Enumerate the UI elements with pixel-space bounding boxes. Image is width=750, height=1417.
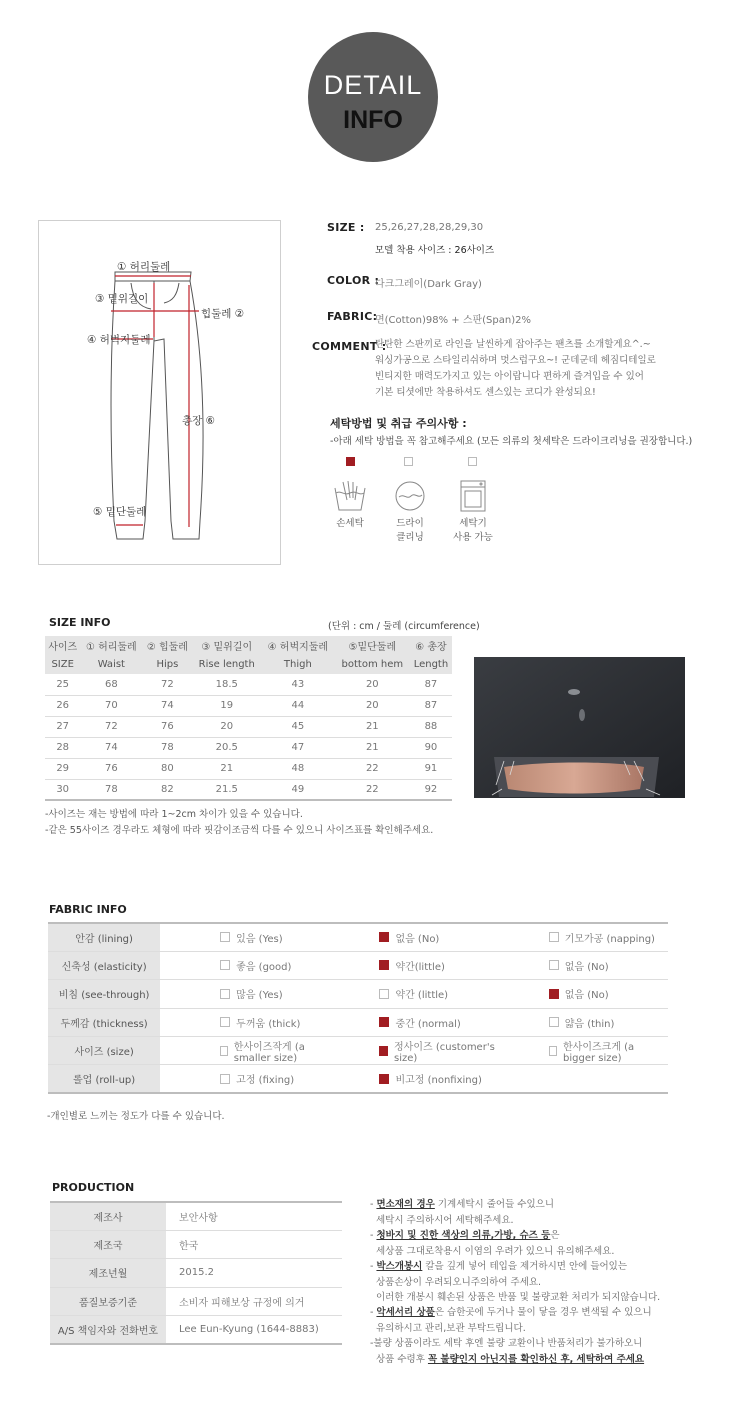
fabric-option-cell <box>499 951 668 979</box>
table-cell: 88 <box>410 716 452 737</box>
unchecked-box-icon <box>220 1017 230 1027</box>
fabric-option-cell <box>499 980 668 1008</box>
production-row-label: 제조국 <box>50 1230 166 1258</box>
col-header: ① 허리둘레 <box>80 636 142 655</box>
table-cell: 87 <box>410 695 452 716</box>
production-row-value: 보안사항 <box>166 1202 342 1230</box>
checked-box-icon <box>379 1017 389 1027</box>
fabric-option-label: 많음 (Yes) <box>236 990 283 1002</box>
table-cell: 49 <box>261 779 335 800</box>
comment-line: 빈티지한 매력도가지고 있는 아이랍니다 편하게 즐겨입을 수 있어 <box>375 371 644 382</box>
pants-measurement-diagram <box>38 220 281 565</box>
fabric-option-label: 있음 (Yes) <box>236 933 283 945</box>
fabric-row <box>48 923 668 951</box>
production-row-label: 제조사 <box>50 1202 166 1230</box>
production-row-label: 제조년월 <box>50 1259 166 1287</box>
fabric-option-cell <box>160 1008 329 1036</box>
table-cell: 29 <box>45 758 80 779</box>
table-cell: 21 <box>335 716 410 737</box>
fabric-option-cell <box>329 1008 498 1036</box>
table-cell: 20.5 <box>193 737 262 758</box>
size-key: SIZE : <box>327 221 365 234</box>
unchecked-box-icon <box>220 932 230 942</box>
fabric-row <box>48 1037 668 1065</box>
production-title: PRODUCTION <box>52 1181 135 1194</box>
unchecked-box-icon <box>220 989 230 999</box>
table-cell: 21 <box>335 737 410 758</box>
col-header: ⑥ 총장 <box>410 636 452 655</box>
ripped-denim-image <box>474 657 685 798</box>
fabric-row-label: 롤업 (roll-up) <box>48 1065 160 1093</box>
col-header: ② 힙둘레 <box>142 636 192 655</box>
col-header: ④ 허벅지둘레 <box>261 636 335 655</box>
fabric-row <box>48 980 668 1008</box>
fabric-value: 면(Cotton)98% + 스판(Span)2% <box>375 315 531 326</box>
fabric-option-cell <box>329 1037 498 1065</box>
fabric-option-cell <box>160 951 329 979</box>
production-row-value: 2015.2 <box>166 1259 342 1287</box>
table-cell: 27 <box>45 716 80 737</box>
table-cell: 74 <box>142 695 192 716</box>
table-cell: 68 <box>80 674 142 695</box>
fabric-option-cell <box>160 1037 329 1065</box>
production-row-label: 품질보증기준 <box>50 1287 166 1315</box>
fabric-option-cell <box>329 1065 498 1093</box>
comment-line: 기본 티셧에만 착용하셔도 센스있는 코디가 완성되요! <box>375 387 596 398</box>
col-header: Rise length <box>193 655 262 674</box>
fabric-option-label: 두꺼움 (thick) <box>236 1018 301 1030</box>
detail-info-badge <box>308 32 438 162</box>
size-unit: (단위 : cm / 둘레 (circumference) <box>328 621 480 632</box>
label-thigh: ④ 허벅지둘레 <box>87 334 151 346</box>
col-header: Waist <box>80 655 142 674</box>
table-cell: 21 <box>193 758 262 779</box>
table-cell: 25 <box>45 674 80 695</box>
fabric-table <box>48 922 668 1094</box>
fabric-option-cell <box>499 1065 668 1093</box>
size-header-kr <box>45 636 452 655</box>
comment-line: 워싱가공으로 스타일리쉬하며 멋스럽구요~! 군데군데 헤짐디테일로 <box>375 355 656 366</box>
table-cell: 22 <box>335 758 410 779</box>
production-note-7: 이러한 개봉시 훼손된 상품은 반품 및 불량교환 처리가 되지않습니다. <box>376 1292 661 1303</box>
table-cell: 18.5 <box>193 674 262 695</box>
table-cell: 26 <box>45 695 80 716</box>
fabric-option-label: 중간 (normal) <box>395 1018 461 1030</box>
checked-box-icon <box>379 1046 388 1056</box>
dry-clean-label <box>380 517 440 545</box>
table-cell: 87 <box>410 674 452 695</box>
table-cell: 45 <box>261 716 335 737</box>
production-note-8: - 악세서리 상품은 습한곳에 두거나 물이 닿을 경우 변색될 수 있으니 <box>370 1307 652 1318</box>
table-cell: 76 <box>80 758 142 779</box>
comment-text <box>375 337 665 401</box>
col-header: SIZE <box>45 655 80 674</box>
production-note-9: 유의하시고 관리,보관 부탁드립니다. <box>376 1323 526 1334</box>
checked-box-icon <box>549 989 559 999</box>
fabric-option-label: 정사이즈 (customer's size) <box>394 1041 495 1064</box>
machine-wash-label <box>443 517 503 545</box>
production-note-3: - 청바지 및 진한 색상의 의류,가방, 슈즈 등은 <box>370 1230 560 1241</box>
color-key: COLOR : <box>327 274 380 287</box>
fabric-option-cell <box>160 1065 329 1093</box>
fabric-row-label: 사이즈 (size) <box>48 1037 160 1065</box>
fabric-option-label: 한사이즈크게 (a bigger size) <box>563 1041 635 1064</box>
fabric-detail-photo <box>474 657 685 798</box>
table-cell: 47 <box>261 737 335 758</box>
fabric-option-label: 약간 (little) <box>395 990 449 1002</box>
fabric-row <box>48 1065 668 1093</box>
fabric-row-label: 비침 (see-through) <box>48 980 160 1008</box>
dry-clean-checkbox <box>404 457 413 466</box>
wash-label-line: 사용 가능 <box>453 532 493 543</box>
table-cell: 48 <box>261 758 335 779</box>
production-row <box>50 1287 342 1315</box>
production-row <box>50 1202 342 1230</box>
col-header: 사이즈 <box>45 636 80 655</box>
comment-line: 탄탄한 스판끼로 라인을 날씬하게 잡아주는 팬츠를 소개할게요^.~ <box>375 339 651 350</box>
fabric-option-label: 고정 (fixing) <box>236 1075 295 1087</box>
label-hem: ⑤ 밑단둘레 <box>93 506 147 518</box>
washing-subtitle: -아래 세탁 방법을 꼭 참고해주세요 (모든 의류의 첫세탁은 드라이크리닝을 권장합니다.) <box>330 436 693 447</box>
model-size: 모델 착용 사이즈 : 26사이즈 <box>375 245 495 256</box>
unchecked-box-icon <box>220 1074 230 1084</box>
production-table <box>50 1201 342 1345</box>
table-cell: 91 <box>410 758 452 779</box>
production-row-value: 소비자 피해보상 규정에 의거 <box>166 1287 342 1315</box>
production-row <box>50 1316 342 1344</box>
table-cell: 28 <box>45 737 80 758</box>
table-row <box>45 674 452 695</box>
unchecked-box-icon <box>549 932 559 942</box>
fabric-option-label: 한사이즈작게 (a smaller size) <box>233 1041 305 1064</box>
fabric-option-cell <box>160 980 329 1008</box>
washing-title: 세탁방법 및 취급 주의사항 : <box>330 417 467 430</box>
hand-wash-label <box>320 517 380 531</box>
fabric-row-label: 안감 (lining) <box>48 923 160 951</box>
production-note-1: - 면소재의 경우 기계세탁시 줄어들 수있으니 <box>370 1199 555 1210</box>
table-cell: 20 <box>193 716 262 737</box>
unchecked-box-icon <box>220 1046 228 1056</box>
hand-wash-icon <box>333 478 367 514</box>
fabric-option-label: 없음 (No) <box>564 990 609 1002</box>
col-header: ③ 밑위길이 <box>193 636 262 655</box>
unchecked-box-icon <box>549 1046 557 1056</box>
label-hips: 힙둘레 ② <box>201 308 245 320</box>
fabric-row-label: 신축성 (elasticity) <box>48 951 160 979</box>
production-row <box>50 1230 342 1258</box>
size-note-2: -같은 55사이즈 경우라도 체형에 따라 핏감이조금씩 다를 수 있으니 사이즈표를 확인해주세요. <box>45 825 434 836</box>
table-cell: 78 <box>80 779 142 800</box>
table-cell: 80 <box>142 758 192 779</box>
table-cell: 78 <box>142 737 192 758</box>
unchecked-box-icon <box>549 1017 559 1027</box>
fabric-option-cell <box>160 923 329 951</box>
table-cell: 82 <box>142 779 192 800</box>
checked-box-icon <box>379 932 389 942</box>
fabric-option-label: 약간(little) <box>395 961 445 973</box>
table-cell: 43 <box>261 674 335 695</box>
fabric-row <box>48 1008 668 1036</box>
col-header: Hips <box>142 655 192 674</box>
fabric-option-cell <box>329 951 498 979</box>
machine-wash-checkbox <box>468 457 477 466</box>
hand-wash-checkbox <box>346 457 355 466</box>
production-note-10: -불량 상품이라도 세탁 후엔 불량 교환이나 반품처리가 불가하오니 <box>370 1338 643 1349</box>
badge-line1: DETAIL <box>323 70 423 100</box>
table-cell: 30 <box>45 779 80 800</box>
fabric-option-label: 비고정 (nonfixing) <box>395 1075 482 1087</box>
washing-machine-icon <box>456 478 490 514</box>
fabric-option-cell <box>329 980 498 1008</box>
production-row-label: A/S 책임자와 전화번호 <box>50 1316 166 1344</box>
fabric-option-cell <box>499 923 668 951</box>
col-header: Length <box>410 655 452 674</box>
size-header-en <box>45 655 452 674</box>
size-table <box>45 636 452 801</box>
wash-label-line: 드라이 <box>396 518 424 529</box>
production-note-11: 상품 수령후 꼭 불량인지 아닌지를 확인하신 후, 세탁하여 주세요 <box>376 1354 645 1365</box>
label-waist: ① 허리둘레 <box>117 261 171 273</box>
fabric-note: -개인별로 느끼는 정도가 다를 수 있습니다. <box>47 1111 225 1122</box>
table-cell: 72 <box>80 716 142 737</box>
table-row <box>45 758 452 779</box>
label-rise: ③ 밑위길이 <box>95 293 149 305</box>
fabric-option-label: 없음 (No) <box>395 933 440 945</box>
table-cell: 19 <box>193 695 262 716</box>
production-note-2: 세탁시 주의하시어 세탁해주세요. <box>376 1215 514 1226</box>
table-row <box>45 737 452 758</box>
table-cell: 92 <box>410 779 452 800</box>
table-cell: 90 <box>410 737 452 758</box>
checked-box-icon <box>379 960 389 970</box>
fabric-option-label: 좋음 (good) <box>236 961 292 973</box>
table-cell: 21.5 <box>193 779 262 800</box>
fabric-option-label: 얇음 (thin) <box>564 1018 615 1030</box>
size-note-1: -사이즈는 재는 방법에 따라 1~2cm 차이가 있을 수 있습니다. <box>45 809 303 820</box>
badge-line2: INFO <box>343 106 403 134</box>
fabric-option-cell <box>329 923 498 951</box>
fabric-row-label: 두께감 (thickness) <box>48 1008 160 1036</box>
color-value: 다크그레이(Dark Gray) <box>375 279 482 290</box>
fabric-option-cell <box>499 1037 668 1065</box>
unchecked-box-icon <box>379 989 389 999</box>
table-row <box>45 716 452 737</box>
fabric-option-cell <box>499 1008 668 1036</box>
table-cell: 70 <box>80 695 142 716</box>
table-cell: 76 <box>142 716 192 737</box>
table-row <box>45 695 452 716</box>
fabric-info-title: FABRIC INFO <box>49 903 127 916</box>
unchecked-box-icon <box>549 960 559 970</box>
fabric-row <box>48 951 668 979</box>
production-note-5: - 박스개봉시 칼을 깊게 넣어 테입을 제거하시면 안에 들어있는 <box>370 1261 628 1272</box>
wash-label-line: 세탁기 <box>459 518 487 529</box>
production-row-value: Lee Eun-Kyung (1644-8883) <box>166 1316 342 1344</box>
size-info-title: SIZE INFO <box>49 616 111 629</box>
unchecked-box-icon <box>220 960 230 970</box>
production-note-4: 세상품 그대로착용시 이염의 우려가 있으니 유의해주세요. <box>376 1246 615 1257</box>
table-row <box>45 779 452 800</box>
size-value: 25,26,27,28,28,29,30 <box>375 222 484 233</box>
table-cell: 72 <box>142 674 192 695</box>
wash-label-line: 클리닝 <box>396 532 424 543</box>
fabric-option-label: 기모가공 (napping) <box>564 933 655 945</box>
table-cell: 74 <box>80 737 142 758</box>
col-header: Thigh <box>261 655 335 674</box>
col-header: ⑤밑단둘레 <box>335 636 410 655</box>
checked-box-icon <box>379 1074 389 1084</box>
col-header: bottom hem <box>335 655 410 674</box>
production-row-value: 한국 <box>166 1230 342 1258</box>
table-cell: 44 <box>261 695 335 716</box>
table-cell: 20 <box>335 695 410 716</box>
label-length: 총장 ⑥ <box>182 415 216 427</box>
comment-key: COMMENT : <box>312 340 387 353</box>
production-note-6: 상품손상이 우려되오니주의하여 주세요. <box>376 1277 542 1288</box>
fabric-key: FABRIC: <box>327 310 378 323</box>
fabric-option-label: 없음 (No) <box>564 961 609 973</box>
production-row <box>50 1259 342 1287</box>
wash-label-line: 손세탁 <box>336 518 364 529</box>
dry-clean-icon <box>393 478 427 514</box>
table-cell: 22 <box>335 779 410 800</box>
table-cell: 20 <box>335 674 410 695</box>
